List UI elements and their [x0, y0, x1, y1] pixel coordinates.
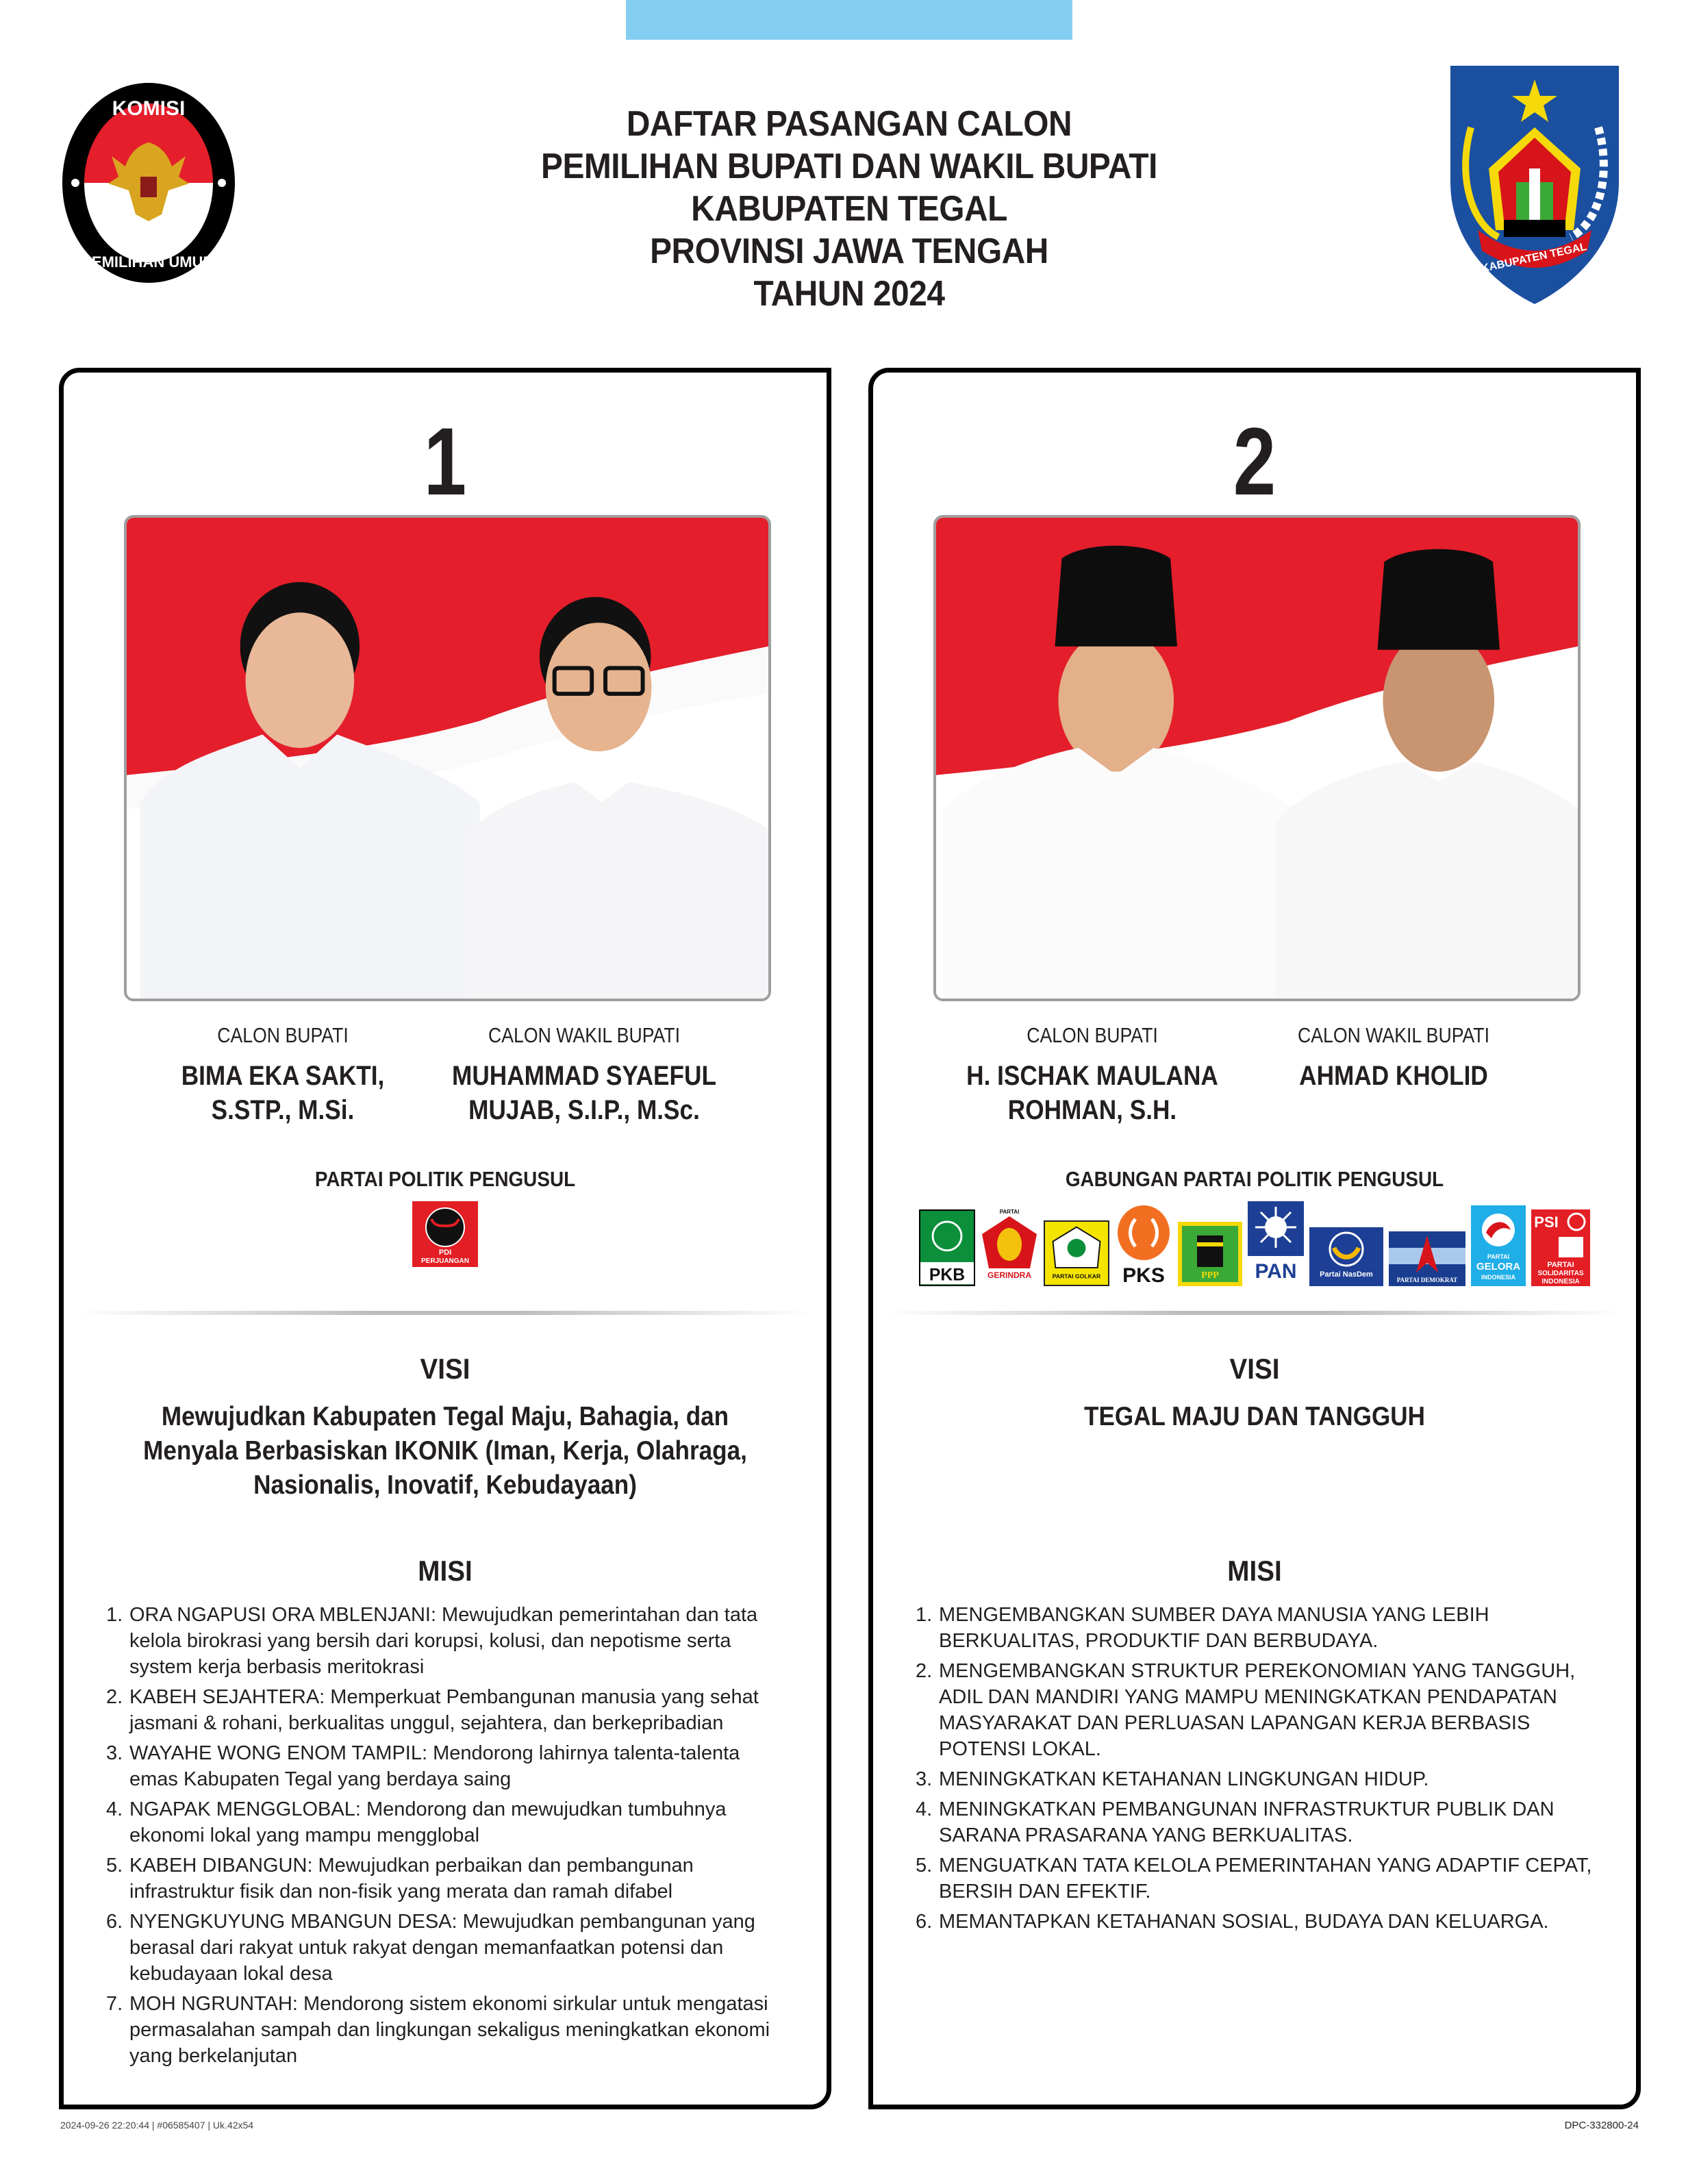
pkb-globe-icon — [920, 1211, 974, 1285]
candidate-name: BIMA EKA SAKTI, S.STP., M.Si. — [181, 1061, 385, 1125]
svg-text:PARTAI: PARTAI — [999, 1209, 1020, 1215]
svg-text:KOMISI: KOMISI — [112, 97, 186, 120]
svg-text:GERINDRA: GERINDRA — [987, 1270, 1032, 1280]
misi-item: 2. MENGEMBANGKAN STRUKTUR PEREKONOMIAN YANG TANGGUH, ADIL DAN MANDIRI YANG MAMPU MENINGKATKAN PENDAPATAN MASYARAKAT DAN PERLUASAN LAPANGAN KERJA BERBASIS POTENSI LOKAL. — [916, 1660, 1576, 1760]
candidate-name: MUHAMMAD SYAEFUL MUJAB, S.I.P., M.Sc. — [452, 1061, 716, 1125]
document-code: DPC-332800-24 — [1564, 2120, 1639, 2131]
pdip-bull-icon — [412, 1201, 478, 1267]
title-line: DAFTAR PASANGAN CALON — [626, 104, 1072, 144]
misi-item: 4. NGAPAK MENGGLOBAL: Mendorong dan mewujudkan tumbuhnya ekonomi lokal yang mampu mengglobal — [106, 1798, 727, 1846]
title-line: PROVINSI JAWA TENGAH — [650, 231, 1048, 271]
party-logo-demokrat — [1389, 1231, 1465, 1286]
role-label: CALON BUPATI — [1027, 1023, 1158, 1047]
title-line: PEMILIHAN BUPATI DAN WAKIL BUPATI — [541, 147, 1157, 186]
svg-text:PAN: PAN — [1255, 1260, 1297, 1283]
print-info: 2024-09-26 22:20:44 | #06585407 | Uk.42x54 — [60, 2120, 254, 2131]
misi-list — [916, 1602, 1602, 1939]
demokrat-mercy-icon — [1389, 1231, 1465, 1286]
misi-item: 4. MENINGKATKAN PEMBANGUNAN INFRASTRUKTUR PUBLIK DAN SARANA PRASARANA YANG BERKUALITAS. — [916, 1798, 1555, 1846]
party-logo-pkb — [919, 1209, 975, 1286]
section-divider — [77, 1311, 813, 1315]
misi-item: 2. KABEH SEJAHTERA: Memperkuat Pembangunan manusia yang sehat jasmani & rohani, berkualitas unggul, sejahtera, dan berkepribadian — [106, 1686, 759, 1734]
visi-text: Mewujudkan Kabupaten Tegal Maju, Bahagia, dan Menyala Berbasiskan IKONIK (Iman, Kerja, Olahraga, Nasionalis, Inovatif, Kebudayaan) — [143, 1402, 747, 1500]
svg-text:PKB: PKB — [929, 1266, 966, 1285]
title-line: KABUPATEN TEGAL — [691, 189, 1007, 229]
title-line: TAHUN 2024 — [753, 274, 945, 314]
garuda-emblem-icon — [60, 81, 237, 285]
svg-text:PSI: PSI — [1534, 1214, 1559, 1231]
candidate-photo — [933, 515, 1581, 1001]
svg-text:PKS: PKS — [1122, 1264, 1165, 1286]
misi-list — [106, 1602, 792, 2073]
misi-item: 1. MENGEMBANGKAN SUMBER DAYA MANUSIA YANG LEBIH BERKUALITAS, PRODUKTIF DAN BERBUDAYA. — [916, 1604, 1489, 1652]
role-label: CALON WAKIL BUPATI — [488, 1023, 680, 1047]
calon-bupati-block — [942, 1022, 1243, 1127]
top-color-tab — [626, 0, 1072, 40]
svg-text:PARTAI: PARTAI — [1487, 1253, 1510, 1260]
misi-item: 5. MENGUATKAN TATA KELOLA PEMERINTAHAN YANG ADAPTIF CEPAT, BERSIH DAN EFEKTIF. — [916, 1855, 1592, 1903]
calon-bupati-block — [132, 1022, 433, 1127]
misi-item: 6. MEMANTAPKAN KETAHANAN SOSIAL, BUDAYA DAN KELUARGA. — [916, 1911, 1549, 1933]
calon-wakil-bupati-block — [1243, 1022, 1544, 1093]
kabupaten-tegal-logo — [1450, 66, 1619, 304]
svg-text:INDONESIA: INDONESIA — [1481, 1274, 1516, 1281]
misi-item: 1. ORA NGAPUSI ORA MBLENJANI: Mewujudkan pemerintahan dan tata kelola birokrasi yang bersih dari korupsi, kolusi, dan nepotisme serta system kerja berbasis meritokrasi — [106, 1604, 758, 1678]
misi-item: 6. NYENGKUYUNG MBANGUN DESA: Mewujudkan pembangunan yang berasal dari rakyat untuk rakyat dengan memanfaatkan potensi dan kebudayaan lokal desa — [106, 1911, 755, 1985]
party-logos — [64, 1201, 827, 1267]
pair-number: 2 — [1233, 407, 1276, 515]
svg-text:PERJUANGAN: PERJUANGAN — [420, 1257, 470, 1265]
party-logo-pan — [1248, 1201, 1304, 1286]
golkar-banyan-icon — [1045, 1222, 1108, 1285]
role-label: CALON WAKIL BUPATI — [1298, 1023, 1489, 1047]
section-divider — [887, 1311, 1622, 1315]
party-section-title: PARTAI POLITIK PENGUSUL — [314, 1167, 576, 1191]
svg-text:KABUPATEN TEGAL: KABUPATEN TEGAL — [1480, 240, 1588, 275]
candidate-pair-card-2 — [868, 368, 1641, 2109]
gerindra-garuda-icon — [981, 1207, 1038, 1286]
candidate-pair-card-1 — [59, 368, 831, 2109]
role-label: CALON BUPATI — [217, 1023, 349, 1047]
party-logo-psi — [1531, 1209, 1590, 1286]
party-logo-gerindra — [981, 1207, 1038, 1286]
pair-number: 1 — [423, 407, 467, 515]
psi-fist-icon — [1531, 1209, 1590, 1286]
svg-text:PPP: PPP — [1201, 1270, 1219, 1281]
svg-text:PEMILIHAN UMUM: PEMILIHAN UMUM — [81, 253, 216, 271]
page-title — [411, 103, 1287, 315]
visi-text: TEGAL MAJU DAN TANGGUH — [1084, 1402, 1425, 1431]
party-logo-golkar — [1044, 1220, 1109, 1286]
calon-wakil-bupati-block — [433, 1022, 735, 1127]
svg-text:GELORA: GELORA — [1476, 1261, 1521, 1272]
party-logo-ppp — [1178, 1222, 1242, 1286]
pks-crescent-icon — [1115, 1205, 1172, 1286]
party-section-title: GABUNGAN PARTAI POLITIK PENGUSUL — [1065, 1167, 1444, 1191]
misi-item: 3. WAYAHE WONG ENOM TAMPIL: Mendorong lahirnya talenta-talenta emas Kabupaten Tegal yang berdaya saing — [106, 1742, 740, 1790]
svg-text:SOLIDARITAS: SOLIDARITAS — [1537, 1270, 1584, 1277]
svg-text:PARTAI DEMOKRAT: PARTAI DEMOKRAT — [1396, 1277, 1458, 1283]
misi-item: 5. KABEH DIBANGUN: Mewujudkan perbaikan dan pembangunan infrastruktur fisik dan non-fisik yang merata dan ramah difabel — [106, 1855, 694, 1903]
visi-heading: VISI — [1229, 1353, 1280, 1385]
party-logos — [873, 1201, 1636, 1286]
misi-heading: MISI — [418, 1555, 473, 1587]
party-logo-gelora — [1471, 1205, 1526, 1286]
party-logo-nasdem — [1309, 1227, 1383, 1286]
candidate-pair-photo-icon — [936, 518, 1578, 999]
nasdem-circle-icon — [1309, 1227, 1383, 1286]
candidate-name: H. ISCHAK MAULANA ROHMAN, S.H. — [966, 1061, 1218, 1125]
svg-text:PARTAI: PARTAI — [1547, 1261, 1574, 1269]
misi-item: 7. MOH NGRUNTAH: Mendorong sistem ekonomi sirkular untuk mengatasi permasalahan sampah dan lingkungan sekaligus meningkatkan ekonomi yang berkelanjutan — [106, 1993, 770, 2067]
kabupaten-tegal-crest-icon — [1450, 66, 1619, 304]
visi-heading: VISI — [420, 1353, 470, 1385]
misi-heading: MISI — [1227, 1555, 1282, 1587]
candidate-pair-photo-icon — [127, 518, 768, 999]
ppp-kaaba-icon — [1178, 1222, 1242, 1286]
party-logo-pks — [1115, 1205, 1172, 1286]
misi-item: 3. MENINGKATKAN KETAHANAN LINGKUNGAN HIDUP. — [916, 1768, 1429, 1790]
svg-text:PDI: PDI — [438, 1248, 452, 1257]
party-logo-pdip — [412, 1201, 478, 1267]
gelora-wave-icon — [1471, 1205, 1526, 1286]
svg-text:INDONESIA: INDONESIA — [1541, 1278, 1580, 1285]
pan-sun-icon — [1248, 1201, 1304, 1286]
candidate-photo — [124, 515, 771, 1001]
candidate-name: AHMAD KHOLID — [1299, 1061, 1488, 1091]
svg-text:Partai NasDem: Partai NasDem — [1320, 1270, 1373, 1279]
svg-text:PARTAI GOLKAR: PARTAI GOLKAR — [1052, 1272, 1101, 1280]
kpu-logo — [60, 81, 237, 285]
